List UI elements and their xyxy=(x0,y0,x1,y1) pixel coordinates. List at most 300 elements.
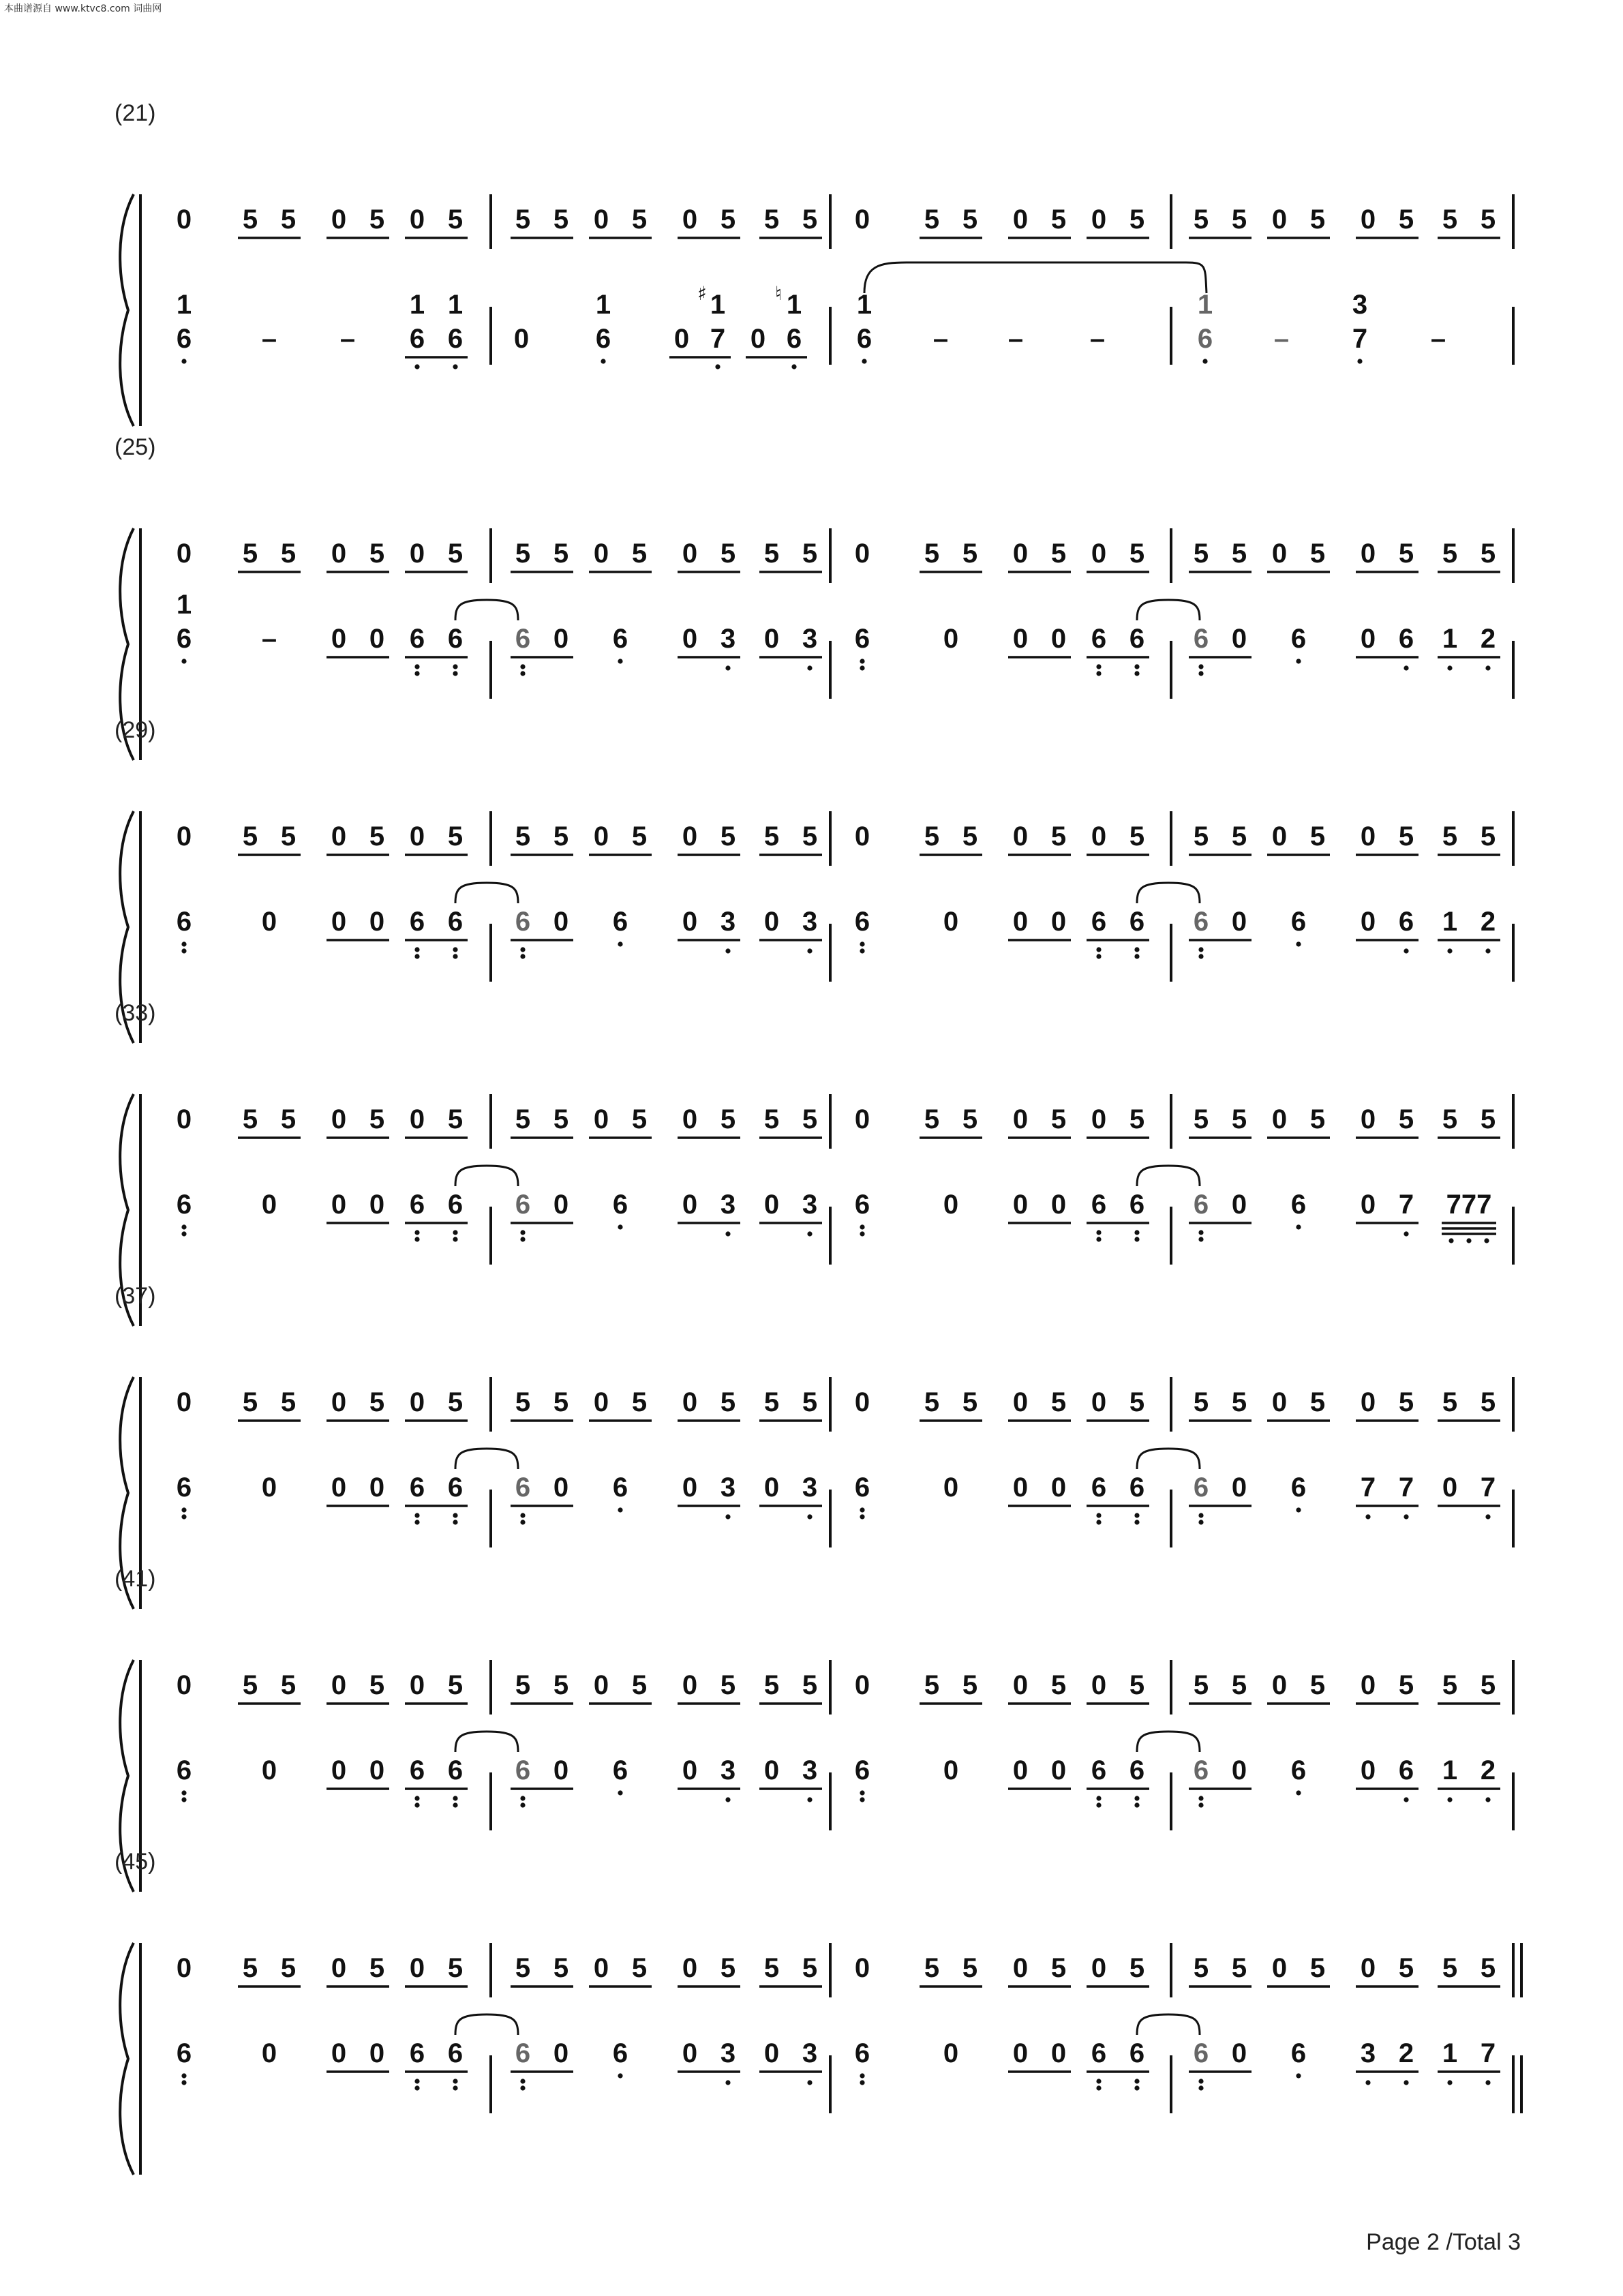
bass-6: 6 xyxy=(409,324,425,354)
bass-m4-c4: 777 xyxy=(1446,1190,1492,1220)
low-dot xyxy=(1447,665,1452,670)
bass-m4-c3-b: 6 xyxy=(1398,1755,1414,1785)
treble-m4-c3-a: 0 xyxy=(1360,1387,1376,1417)
bass-m1-c2: 0 xyxy=(261,907,277,937)
treble-m4-c4-a: 5 xyxy=(1442,539,1458,569)
treble-m3-c2-a: 5 xyxy=(924,1387,940,1417)
bass-m1-c4-a: 6 xyxy=(409,2038,425,2068)
bass-m1-c4-a: 6 xyxy=(409,1472,425,1502)
treble-m4-c2-a: 0 xyxy=(1271,1104,1288,1134)
sharp: ♯ xyxy=(697,282,707,305)
treble-m1-c2-b: 5 xyxy=(280,1387,297,1417)
low-dot xyxy=(860,948,864,953)
treble-m4-c2-a: 0 xyxy=(1271,539,1288,569)
treble-m3-c3-b: 5 xyxy=(1050,1387,1067,1417)
low-dot xyxy=(860,1507,864,1512)
low-dot xyxy=(601,359,605,363)
low-dot xyxy=(1365,2080,1370,2085)
dash: – xyxy=(339,324,356,354)
treble-m2-c1-a: 5 xyxy=(515,205,531,235)
treble-m4-c4-a: 5 xyxy=(1442,1953,1458,1983)
treble-m3-c3-a: 0 xyxy=(1012,1104,1029,1134)
dash: – xyxy=(932,324,949,354)
bass-m3-c3-a: 0 xyxy=(1012,907,1029,937)
treble-m2-c3-b: 5 xyxy=(720,1670,736,1700)
treble-m1-c2-b: 5 xyxy=(280,1670,297,1700)
upper-3: 3 xyxy=(1352,290,1368,320)
treble-m3-c3-b: 5 xyxy=(1050,821,1067,851)
treble-m3-c3-b: 5 xyxy=(1050,205,1067,235)
treble-m2-c4-a: 5 xyxy=(763,1953,780,1983)
system-5 xyxy=(115,1283,1513,1609)
low-dot xyxy=(1198,1230,1203,1235)
bass-m4-c4-a: 0 xyxy=(1442,1472,1458,1502)
bass-m2-c1-b: 0 xyxy=(553,907,569,937)
low-dot xyxy=(1198,954,1203,958)
treble-m2-c1-a: 5 xyxy=(515,539,531,569)
treble-m1-c2-b: 5 xyxy=(280,539,297,569)
measure-number: (37) xyxy=(115,1283,156,1309)
treble-m3-c1: 0 xyxy=(854,205,870,235)
treble-m1-c3-b: 5 xyxy=(369,1953,385,1983)
treble-m4-c1-a: 5 xyxy=(1193,1387,1209,1417)
low-dot xyxy=(1485,948,1490,953)
low-dot xyxy=(725,1797,730,1802)
treble-m1-c4-a: 0 xyxy=(409,1387,425,1417)
low-dot xyxy=(860,659,864,663)
dash: – xyxy=(1430,324,1446,354)
treble-m3-c2-a: 5 xyxy=(924,539,940,569)
low-dot xyxy=(1484,1238,1489,1243)
measure-number: (41) xyxy=(115,1566,156,1592)
bass-m4-c2: 6 xyxy=(1290,624,1307,654)
treble-m4-c4-a: 5 xyxy=(1442,205,1458,235)
tie-m3-m4 xyxy=(1137,1449,1200,1469)
treble-m1-c3-b: 5 xyxy=(369,539,385,569)
low-dot xyxy=(1485,1797,1490,1802)
source-header-note: 本曲谱源自 www.ktvc8.com 词曲网 xyxy=(4,3,162,14)
treble-m4-c3-b: 5 xyxy=(1398,1387,1414,1417)
low-dot xyxy=(618,1507,622,1512)
treble-m3-c4-b: 5 xyxy=(1129,205,1145,235)
treble-m2-c4-b: 5 xyxy=(802,1104,818,1134)
page-number: Page 2 /Total 3 xyxy=(1366,2229,1521,2255)
treble-m2-c1-a: 5 xyxy=(515,1104,531,1134)
bass-m2-c2: 6 xyxy=(612,1755,628,1785)
bass-m3-c3-a: 0 xyxy=(1012,1190,1029,1220)
treble-m3-c4-b: 5 xyxy=(1129,1670,1145,1700)
bass-m3-c4-a: 6 xyxy=(1091,624,1107,654)
bass-m2-c3-b: 3 xyxy=(720,2038,736,2068)
treble-m2-c4-b: 5 xyxy=(802,1953,818,1983)
bass-m4-c3-b: 7 xyxy=(1398,1472,1414,1502)
treble-m4-c3-a: 0 xyxy=(1360,1104,1376,1134)
bass-m2-c1-b: 0 xyxy=(553,624,569,654)
low-dot xyxy=(1296,2073,1301,2078)
treble-m1-c2-a: 5 xyxy=(242,1670,258,1700)
bass-m2-c4-a: 0 xyxy=(763,1755,780,1785)
treble-m3-c4-b: 5 xyxy=(1129,1387,1145,1417)
bass-m2-c4-a: 0 xyxy=(763,2038,780,2068)
low-dot xyxy=(453,364,457,369)
system-1 xyxy=(115,100,1513,426)
bass-m4-c3-a: 0 xyxy=(1360,1190,1376,1220)
treble-m2-c3-a: 0 xyxy=(682,1387,698,1417)
treble-m1-c4-b: 5 xyxy=(447,539,464,569)
treble-m2-c2-a: 0 xyxy=(593,821,609,851)
treble-m1-c3-a: 0 xyxy=(331,1104,347,1134)
low-dot xyxy=(1296,1507,1301,1512)
treble-m1-c2-a: 5 xyxy=(242,1953,258,1983)
bass-m3-c2: 0 xyxy=(943,2038,959,2068)
treble-m2-c1-b: 5 xyxy=(553,1670,569,1700)
treble-m3-c1: 0 xyxy=(854,1104,870,1134)
treble-m2-c2-b: 5 xyxy=(631,1953,648,1983)
bass-m4-c2: 6 xyxy=(1290,2038,1307,2068)
bass-m4-c3-a: 0 xyxy=(1360,1755,1376,1785)
low-dot xyxy=(1134,954,1139,958)
low-dot xyxy=(1198,664,1203,669)
bass-m3-c3-b: 0 xyxy=(1050,907,1067,937)
treble-m2-c2-b: 5 xyxy=(631,539,648,569)
low-dot xyxy=(1096,1230,1101,1235)
bass-m3-c3-a: 0 xyxy=(1012,1755,1029,1785)
low-dot xyxy=(1134,1513,1139,1517)
treble-m3-c2-a: 5 xyxy=(924,821,940,851)
bass-m1-c1: 6 xyxy=(176,907,192,937)
treble-m4-c1-b: 5 xyxy=(1231,1387,1247,1417)
low-dot xyxy=(520,1796,525,1800)
bass-m3-c4-b: 6 xyxy=(1129,2038,1145,2068)
bass-m2-c4-b: 3 xyxy=(802,624,818,654)
treble-m2-c1-b: 5 xyxy=(553,821,569,851)
low-dot xyxy=(618,941,622,946)
bass-m2-c3-b: 3 xyxy=(720,1755,736,1785)
treble-m2-c4-a: 5 xyxy=(763,1387,780,1417)
bass-m3-c4-a: 6 xyxy=(1091,907,1107,937)
treble-m1-c2-a: 5 xyxy=(242,1104,258,1134)
treble-m1-c4-b: 5 xyxy=(447,1387,464,1417)
bass-m2-c4-a: 0 xyxy=(763,907,780,937)
low-dot xyxy=(1134,1237,1139,1241)
treble-m4-c4-b: 5 xyxy=(1480,1387,1496,1417)
treble-m1-c3-a: 0 xyxy=(331,1387,347,1417)
low-dot xyxy=(1404,1797,1408,1802)
treble-m1-c4-b: 5 xyxy=(447,1104,464,1134)
bass-m3-c3-a: 0 xyxy=(1012,1472,1029,1502)
treble-m2-c1-b: 5 xyxy=(553,1387,569,1417)
bass-upper-1: 1 xyxy=(176,290,192,320)
low-dot xyxy=(520,1802,525,1807)
bass-m2-c4-a: 0 xyxy=(763,624,780,654)
dash: – xyxy=(1273,324,1290,354)
treble-m4-c2-b: 5 xyxy=(1309,821,1326,851)
low-dot xyxy=(1404,948,1408,953)
bass-m4-c1-a: 6 xyxy=(1193,624,1209,654)
low-dot xyxy=(1134,664,1139,669)
upper-1: 1 xyxy=(786,290,802,320)
low-dot xyxy=(1365,1514,1370,1519)
rest: 0 xyxy=(750,324,766,354)
treble-m3-c4-b: 5 xyxy=(1129,821,1145,851)
treble-m4-c1-b: 5 xyxy=(1231,821,1247,851)
measure-number: (21) xyxy=(115,100,156,126)
bass-m4-c3-a: 0 xyxy=(1360,907,1376,937)
system-4 xyxy=(115,1000,1513,1326)
low-dot xyxy=(1134,2085,1139,2090)
low-dot xyxy=(618,2073,622,2078)
bass-m2-c3-a: 0 xyxy=(682,1755,698,1785)
treble-m3-c3-a: 0 xyxy=(1012,1953,1029,1983)
treble-m4-c1-b: 5 xyxy=(1231,539,1247,569)
treble-m3-c3-b: 5 xyxy=(1050,539,1067,569)
bass-m2-c3-a: 0 xyxy=(682,907,698,937)
treble-m1-c1: 0 xyxy=(176,205,192,235)
bass-m1-c1: 6 xyxy=(176,1472,192,1502)
low-dot xyxy=(520,2079,525,2083)
treble-m1-c1: 0 xyxy=(176,1670,192,1700)
bass-m4-c4-b: 2 xyxy=(1480,907,1496,937)
treble-m4-c4-b: 5 xyxy=(1480,539,1496,569)
bass-m1-c3-a: 0 xyxy=(331,1755,347,1785)
low-dot xyxy=(860,1224,864,1229)
treble-m2-c4-b: 5 xyxy=(802,1670,818,1700)
low-dot xyxy=(181,659,186,663)
tie-m3-m4 xyxy=(1137,1732,1200,1752)
bass-m2-c1-a: 6 xyxy=(515,2038,531,2068)
bass-m3-c4-b: 6 xyxy=(1129,907,1145,937)
treble-m4-c3-b: 5 xyxy=(1398,1953,1414,1983)
treble-m1-c2-a: 5 xyxy=(242,205,258,235)
low-dot xyxy=(453,1237,457,1241)
bass-6: 6 xyxy=(856,324,873,354)
treble-m3-c3-b: 5 xyxy=(1050,1104,1067,1134)
treble-m4-c4-b: 5 xyxy=(1480,205,1496,235)
treble-m4-c3-b: 5 xyxy=(1398,1104,1414,1134)
low-dot xyxy=(1198,947,1203,952)
bass-m1-c2: 0 xyxy=(261,2038,277,2068)
low-dot xyxy=(1447,1797,1452,1802)
bass-m3-c4-a: 6 xyxy=(1091,2038,1107,2068)
bass-m2-c2: 6 xyxy=(612,907,628,937)
dash: – xyxy=(261,324,277,354)
tie-m1-m2 xyxy=(455,600,518,620)
treble-m1-c3-b: 5 xyxy=(369,1670,385,1700)
treble-m1-c2-b: 5 xyxy=(280,821,297,851)
treble-m4-c3-b: 5 xyxy=(1398,539,1414,569)
bass-6: 6 xyxy=(447,324,464,354)
low-dot xyxy=(453,947,457,952)
treble-m2-c3-b: 5 xyxy=(720,539,736,569)
low-dot xyxy=(414,1796,419,1800)
treble-m4-c2-b: 5 xyxy=(1309,1670,1326,1700)
low-dot xyxy=(520,2085,525,2090)
treble-m3-c3-a: 0 xyxy=(1012,821,1029,851)
tie-m1-m2 xyxy=(455,1449,518,1469)
low-dot xyxy=(1198,2085,1203,2090)
low-dot xyxy=(453,1230,457,1235)
bass-m1-c3-a: 0 xyxy=(331,1190,347,1220)
treble-m3-c2-b: 5 xyxy=(962,539,978,569)
bass-m3-c1: 6 xyxy=(854,2038,870,2068)
treble-m1-c4-a: 0 xyxy=(409,821,425,851)
treble-m2-c4-b: 5 xyxy=(802,1387,818,1417)
bass-m2-c1-b: 0 xyxy=(553,1755,569,1785)
treble-m4-c1-a: 5 xyxy=(1193,821,1209,851)
treble-m4-c2-b: 5 xyxy=(1309,539,1326,569)
bass-m3-c3-b: 0 xyxy=(1050,624,1067,654)
bass-m3-c4-a: 6 xyxy=(1091,1472,1107,1502)
low-dot xyxy=(1296,941,1301,946)
treble-m2-c2-b: 5 xyxy=(631,821,648,851)
bass-m3-c2: 0 xyxy=(943,907,959,937)
treble-m3-c2-b: 5 xyxy=(962,1953,978,1983)
treble-m4-c4-b: 5 xyxy=(1480,1670,1496,1700)
low-dot xyxy=(520,1230,525,1235)
treble-m2-c3-b: 5 xyxy=(720,821,736,851)
bass-m3-c4-b: 6 xyxy=(1129,1190,1145,1220)
system-3 xyxy=(115,717,1513,1043)
low-dot xyxy=(1296,1224,1301,1229)
measure-number: (33) xyxy=(115,1000,156,1026)
bass-m2-c3-a: 0 xyxy=(682,1190,698,1220)
bass-m3-c3-a: 0 xyxy=(1012,2038,1029,2068)
treble-m4-c3-a: 0 xyxy=(1360,539,1376,569)
low-dot xyxy=(1198,1513,1203,1517)
low-dot xyxy=(1134,947,1139,952)
treble-m4-c1-a: 5 xyxy=(1193,1104,1209,1134)
treble-m1-c2-a: 5 xyxy=(242,821,258,851)
bass-m2-c1-a: 6 xyxy=(515,1190,531,1220)
bass-m1-c4-a: 6 xyxy=(409,1755,425,1785)
bass-m3-c1: 6 xyxy=(854,907,870,937)
bass-m2-c1-b: 0 xyxy=(553,1472,569,1502)
treble-m4-c3-b: 5 xyxy=(1398,205,1414,235)
bass-m2-c1-a: 6 xyxy=(515,907,531,937)
treble-m3-c4-a: 0 xyxy=(1091,1387,1107,1417)
treble-m3-c2-a: 5 xyxy=(924,205,940,235)
bass-m2-c4-b: 3 xyxy=(802,1472,818,1502)
low-dot xyxy=(414,1802,419,1807)
bass-m4-c2: 6 xyxy=(1290,907,1307,937)
natural: ♮ xyxy=(774,282,783,305)
bass-m1-c3-a: 0 xyxy=(331,907,347,937)
treble-m3-c2-b: 5 xyxy=(962,1670,978,1700)
bass-m1-c4-b: 6 xyxy=(447,1472,464,1502)
bass-m2-c3-b: 3 xyxy=(720,1472,736,1502)
low-dot xyxy=(1296,659,1301,663)
treble-m3-c2-a: 5 xyxy=(924,1104,940,1134)
treble-m2-c3-a: 0 xyxy=(682,821,698,851)
treble-m2-c3-a: 0 xyxy=(682,205,698,235)
treble-m2-c3-a: 0 xyxy=(682,1104,698,1134)
low-dot xyxy=(1134,1520,1139,1524)
bass-m3-c2: 0 xyxy=(943,1472,959,1502)
low-dot xyxy=(725,948,730,953)
low-dot xyxy=(453,664,457,669)
treble-m4-c1-b: 5 xyxy=(1231,1953,1247,1983)
bass-m4-c4-a: 1 xyxy=(1442,2038,1458,2068)
treble-m2-c4-a: 5 xyxy=(763,1104,780,1134)
bass-m2-c2: 6 xyxy=(612,624,628,654)
treble-m2-c4-a: 5 xyxy=(763,205,780,235)
treble-m3-c3-b: 5 xyxy=(1050,1670,1067,1700)
bass-m1-c2: – xyxy=(261,624,277,654)
treble-m2-c3-a: 0 xyxy=(682,1953,698,1983)
low-dot xyxy=(860,1790,864,1795)
treble-m4-c4-a: 5 xyxy=(1442,1104,1458,1134)
treble-m1-c2-a: 5 xyxy=(242,539,258,569)
low-dot xyxy=(1485,665,1490,670)
low-dot xyxy=(181,941,186,946)
treble-m3-c3-b: 5 xyxy=(1050,1953,1067,1983)
treble-m1-c1: 0 xyxy=(176,821,192,851)
rest: 0 xyxy=(513,324,530,354)
low-dot xyxy=(1404,665,1408,670)
treble-m4-c1-a: 5 xyxy=(1193,1953,1209,1983)
low-dot xyxy=(520,671,525,676)
treble-m4-c2-a: 0 xyxy=(1271,1387,1288,1417)
bass-m3-c1: 6 xyxy=(854,1472,870,1502)
bass-m4-c4-a: 1 xyxy=(1442,907,1458,937)
upper-1: 1 xyxy=(595,290,611,320)
treble-m2-c2-a: 0 xyxy=(593,1670,609,1700)
bass-m1-c1: 6 xyxy=(176,1190,192,1220)
dash: – xyxy=(1089,324,1106,354)
low-dot xyxy=(1198,1796,1203,1800)
treble-m4-c3-a: 0 xyxy=(1360,1670,1376,1700)
low-dot xyxy=(181,1514,186,1519)
low-dot xyxy=(520,1520,525,1524)
low-dot xyxy=(1096,1796,1101,1800)
bass-m4-c3-b: 7 xyxy=(1398,1190,1414,1220)
bass-m2-c1-b: 0 xyxy=(553,2038,569,2068)
treble-m2-c2-a: 0 xyxy=(593,1953,609,1983)
low-dot xyxy=(1404,2080,1408,2085)
low-dot xyxy=(860,665,864,670)
bass-m2-c4-b: 3 xyxy=(802,907,818,937)
bass-m2-c4-b: 3 xyxy=(802,1755,818,1785)
treble-m2-c2-a: 0 xyxy=(593,539,609,569)
treble-m4-c2-b: 5 xyxy=(1309,1104,1326,1134)
bass-6: 6 xyxy=(1197,324,1213,354)
bass-m2-c3-a: 0 xyxy=(682,2038,698,2068)
low-dot xyxy=(520,1237,525,1241)
low-dot xyxy=(181,1507,186,1512)
bass-m4-c3-a: 3 xyxy=(1360,2038,1376,2068)
bass-m1-c3-a: 0 xyxy=(331,624,347,654)
low-dot xyxy=(1096,1802,1101,1807)
treble-m4-c3-a: 0 xyxy=(1360,1953,1376,1983)
low-dot xyxy=(1198,1520,1203,1524)
long-tie xyxy=(864,262,1207,293)
treble-m3-c4-a: 0 xyxy=(1091,205,1107,235)
treble-m4-c2-b: 5 xyxy=(1309,205,1326,235)
bass-m4-c1-a: 6 xyxy=(1193,1472,1209,1502)
bass-m3-c4-a: 6 xyxy=(1091,1755,1107,1785)
measure-number: (25) xyxy=(115,434,156,460)
low-dot xyxy=(1485,1514,1490,1519)
grand-staff-brace xyxy=(120,194,134,426)
low-dot xyxy=(181,1231,186,1236)
bass-m4-c1-b: 0 xyxy=(1231,2038,1247,2068)
low-dot xyxy=(1296,1790,1301,1795)
treble-m1-c2-b: 5 xyxy=(280,205,297,235)
treble-m2-c3-b: 5 xyxy=(720,1104,736,1134)
treble-m3-c4-b: 5 xyxy=(1129,1953,1145,1983)
tie-m1-m2 xyxy=(455,1732,518,1752)
treble-m1-c2-b: 5 xyxy=(280,1953,297,1983)
